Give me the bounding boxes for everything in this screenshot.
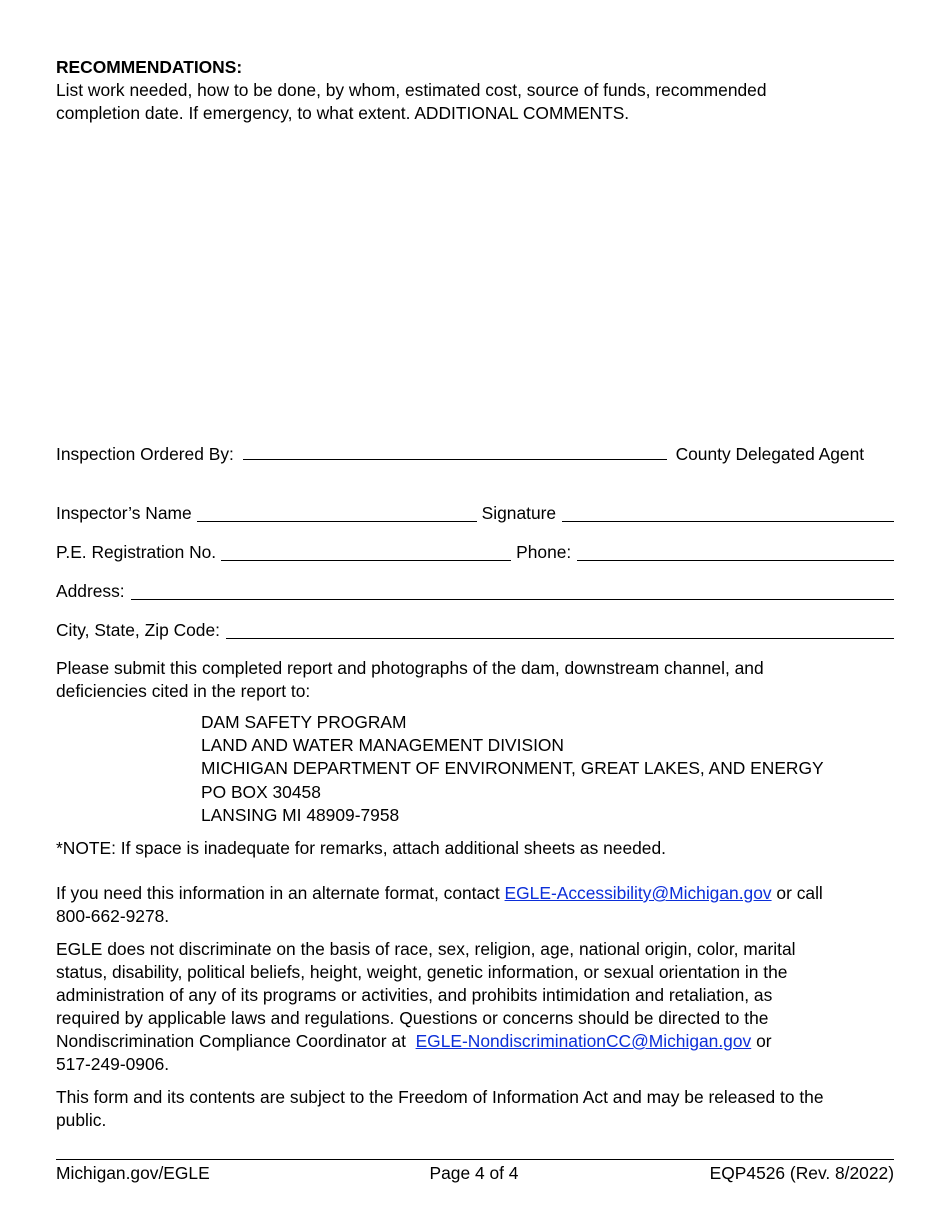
footer-page-number: Page 4 of 4 — [429, 1163, 519, 1183]
foia-line-2: public. — [56, 1110, 107, 1130]
county-delegated-agent-label: County Delegated Agent — [675, 444, 865, 464]
nondiscrimination-line-3: administration of any of its programs or activities, and prohibits intimidation and retaliation, as — [56, 985, 773, 1005]
recommendations-instructions-line-1: List work needed, how to be done, by whom, estimated cost, source of funds, recommended — [56, 80, 767, 100]
mailing-address-line: PO BOX 30458 — [201, 781, 321, 802]
city-state-zip-label: City, State, Zip Code: — [56, 620, 220, 640]
address-row — [56, 580, 894, 603]
nondiscrimination-text-before: Nondiscrimination Compliance Coordinator at — [56, 1031, 416, 1051]
accessibility-text-before: If you need this information in an alternate format, contact — [56, 883, 505, 903]
nondiscrimination-email-link[interactable]: EGLE-NondiscriminationCC@Michigan.gov — [415, 1031, 752, 1051]
mailing-address-line: DAM SAFETY PROGRAM — [201, 712, 407, 732]
inspector-name-label: Inspector’s Name — [56, 503, 192, 523]
inspection-ordered-by-label: Inspection Ordered By: — [56, 444, 234, 464]
footer-divider — [56, 1159, 894, 1160]
recommendations-comments-area[interactable] — [56, 130, 894, 430]
inspector-name-signature-row — [56, 502, 894, 525]
inspector-name-field[interactable] — [197, 505, 477, 522]
footer-website: Michigan.gov/EGLE — [56, 1163, 210, 1183]
pe-registration-label: P.E. Registration No. — [56, 542, 217, 562]
nondiscrimination-line-4: required by applicable laws and regulations. Questions or concerns should be directed to the — [56, 1008, 769, 1028]
accessibility-email-link[interactable]: EGLE-Accessibility@Michigan.gov — [504, 883, 772, 903]
address-field[interactable] — [131, 583, 894, 600]
accessibility-phone: 800-662-9278. — [56, 906, 170, 926]
city-state-zip-row — [56, 619, 894, 642]
address-label: Address: — [56, 581, 125, 601]
nondiscrimination-line-1: EGLE does not discriminate on the basis of race, sex, religion, age, national origin, color, marital — [56, 939, 796, 959]
phone-field[interactable] — [577, 544, 894, 561]
nondiscrimination-line-2: status, disability, political beliefs, height, weight, genetic information, or sexual orientation in the — [56, 962, 788, 982]
accessibility-text-after: or call — [771, 883, 823, 903]
nondiscrimination-line-5 — [56, 1030, 772, 1053]
footer-form-number: EQP4526 (Rev. 8/2022) — [709, 1163, 894, 1183]
foia-line-1: This form and its contents are subject to the Freedom of Information Act and may be released to the — [56, 1087, 824, 1107]
phone-label: Phone: — [516, 542, 572, 562]
submit-instructions-line-2: deficiencies cited in the report to: — [56, 681, 311, 701]
nondiscrimination-text-after: or — [751, 1031, 772, 1051]
signature-field[interactable] — [562, 505, 894, 522]
mailing-address-line: LAND AND WATER MANAGEMENT DIVISION — [201, 735, 564, 756]
note-text: *NOTE: If space is inadequate for remarks, attach additional sheets as needed. — [56, 838, 666, 858]
accessibility-line-1 — [56, 882, 823, 905]
city-state-zip-field[interactable] — [226, 622, 894, 639]
submit-instructions-line-1: Please submit this completed report and photographs of the dam, downstream channel, and — [56, 658, 764, 678]
pe-registration-phone-row — [56, 541, 894, 564]
mailing-address-line: MICHIGAN DEPARTMENT OF ENVIRONMENT, GREAT LAKES, AND ENERGY — [201, 758, 824, 779]
recommendations-instructions-line-2: completion date. If emergency, to what extent. ADDITIONAL COMMENTS. — [56, 103, 630, 123]
mailing-address-block — [201, 711, 824, 827]
nondiscrimination-phone: 517-249-0906. — [56, 1054, 170, 1074]
recommendations-heading: RECOMMENDATIONS: — [56, 57, 243, 77]
pe-registration-field[interactable] — [221, 544, 511, 561]
inspection-ordered-by-row — [56, 442, 864, 466]
inspection-ordered-by-field[interactable] — [243, 442, 667, 460]
signature-label: Signature — [481, 503, 557, 523]
mailing-address-line: LANSING MI 48909-7958 — [201, 804, 400, 825]
